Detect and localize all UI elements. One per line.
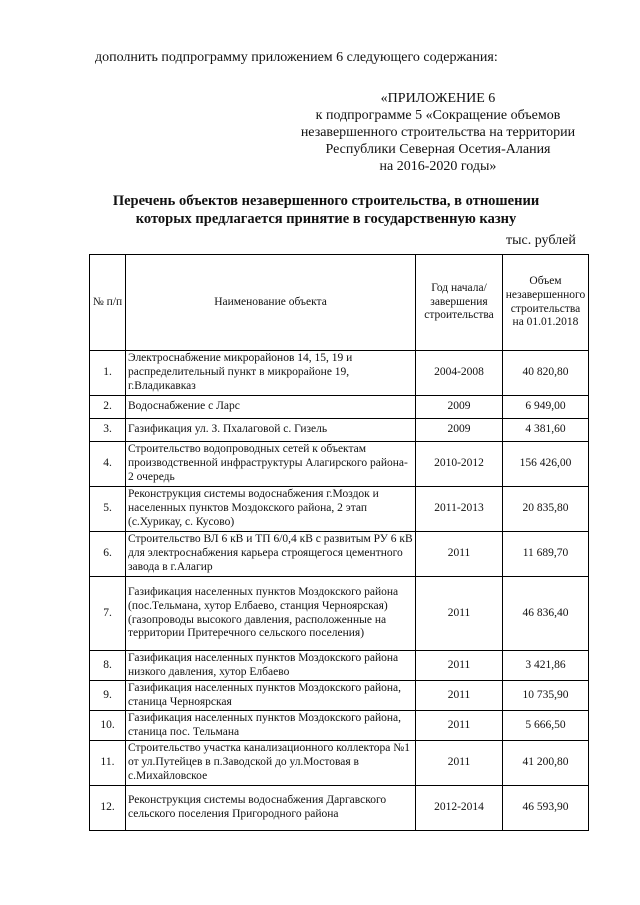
cell-name: Газификация ул. З. Пхалаговой с. Гизель [126, 419, 416, 442]
cell-cost: 46 593,90 [503, 786, 589, 831]
cell-num: 3. [90, 419, 126, 442]
header-num: № п/п [90, 255, 126, 351]
cell-cost: 41 200,80 [503, 741, 589, 786]
table-row [90, 711, 589, 741]
cell-years: 2011 [416, 651, 503, 681]
cell-cost: 40 820,80 [503, 351, 589, 396]
cell-num: 7. [90, 577, 126, 651]
cell-years: 2011-2013 [416, 487, 503, 532]
cell-num: 8. [90, 651, 126, 681]
cell-num: 12. [90, 786, 126, 831]
appendix-line: к подпрограмме 5 «Сокращение объемов [315, 108, 561, 123]
cell-name: Строительство ВЛ 6 кВ и ТП 6/0,4 кВ с развитым РУ 6 кВ для электроснабжения карьера строящегося цементного завода в г.Алагир [126, 532, 416, 577]
cell-num: 2. [90, 396, 126, 419]
cell-num: 6. [90, 532, 126, 577]
table-row [90, 532, 589, 577]
cell-num: 1. [90, 351, 126, 396]
appendix-line: на 2016-2020 годы» [379, 159, 497, 174]
cell-name: Строительство участка канализационного коллектора №1 от ул.Путейцев в п.Заводской до ул.Мостовая в с.Михайловское [126, 741, 416, 786]
cell-num: 4. [90, 442, 126, 487]
units-label: тыс. рублей [506, 233, 576, 248]
cell-years: 2009 [416, 419, 503, 442]
cell-years: 2011 [416, 741, 503, 786]
table-header-row [90, 255, 589, 351]
title-line: которых предлагается принятие в государственную казну [135, 211, 517, 227]
cell-cost: 46 836,40 [503, 577, 589, 651]
table-row [90, 487, 589, 532]
cell-name: Строительство водопроводных сетей к объектам производственной инфраструктуры Алагирского района- 2 очередь [126, 442, 416, 487]
table-row [90, 651, 589, 681]
cell-years: 2011 [416, 577, 503, 651]
intro-text: дополнить подпрограмму приложением 6 следующего содержания: [95, 50, 498, 65]
cell-years: 2004-2008 [416, 351, 503, 396]
appendix-header [268, 90, 608, 175]
table-row [90, 681, 589, 711]
header-years: Год начала/ завершения строительства [416, 255, 503, 351]
cell-cost: 11 689,70 [503, 532, 589, 577]
cell-cost: 20 835,80 [503, 487, 589, 532]
table-row [90, 577, 589, 651]
cell-years: 2011 [416, 681, 503, 711]
cell-years: 2011 [416, 532, 503, 577]
cell-name: Реконструкция системы водоснабжения г.Моздок и населенных пунктов Моздокского района, 2 этап (с.Хурикау, с. Кусово) [126, 487, 416, 532]
cell-years: 2009 [416, 396, 503, 419]
cell-years: 2012-2014 [416, 786, 503, 831]
cell-cost: 5 666,50 [503, 711, 589, 741]
cell-cost: 156 426,00 [503, 442, 589, 487]
header-cost: Объем незавершенного строительства на 01.01.2018 [503, 255, 589, 351]
objects-table [89, 254, 589, 831]
cell-cost: 6 949,00 [503, 396, 589, 419]
table-row [90, 786, 589, 831]
header-name: Наименование объекта [126, 255, 416, 351]
cell-num: 10. [90, 711, 126, 741]
cell-name: Электроснабжение микрорайонов 14, 15, 19 и распределительный пункт в микрорайоне 19, г.Владикавказ [126, 351, 416, 396]
cell-name: Реконструкция системы водоснабжения Даргавского сельского поселения Пригородного района [126, 786, 416, 831]
cell-name: Газификация населенных пунктов Моздокского района, станица Черноярская [126, 681, 416, 711]
cell-years: 2010-2012 [416, 442, 503, 487]
cell-name: Водоснабжение с Ларс [126, 396, 416, 419]
cell-name: Газификация населенных пунктов Моздокского района (пос.Тельмана, хутор Елбаево, станция Черноярская) (газопроводы высокого давления, расположенные на территории Притеречного сельского поселения) [126, 577, 416, 651]
table-row [90, 741, 589, 786]
cell-num: 5. [90, 487, 126, 532]
cell-name: Газификация населенных пунктов Моздокского района низкого давления, хутор Елбаево [126, 651, 416, 681]
table-row [90, 419, 589, 442]
cell-cost: 4 381,60 [503, 419, 589, 442]
appendix-line: незавершенного строительства на территории [300, 125, 576, 140]
title-line: Перечень объектов незавершенного строительства, в отношении [112, 193, 540, 209]
cell-num: 11. [90, 741, 126, 786]
cell-cost: 3 421,86 [503, 651, 589, 681]
table-row [90, 442, 589, 487]
table-row [90, 351, 589, 396]
cell-name: Газификация населенных пунктов Моздокского района, станица пос. Тельмана [126, 711, 416, 741]
table-row [90, 396, 589, 419]
cell-years: 2011 [416, 711, 503, 741]
appendix-line: «ПРИЛОЖЕНИЕ 6 [380, 91, 496, 106]
cell-num: 9. [90, 681, 126, 711]
document-title [88, 192, 564, 228]
appendix-line: Республики Северная Осетия-Алания [325, 142, 551, 157]
table-body [90, 351, 589, 831]
cell-cost: 10 735,90 [503, 681, 589, 711]
